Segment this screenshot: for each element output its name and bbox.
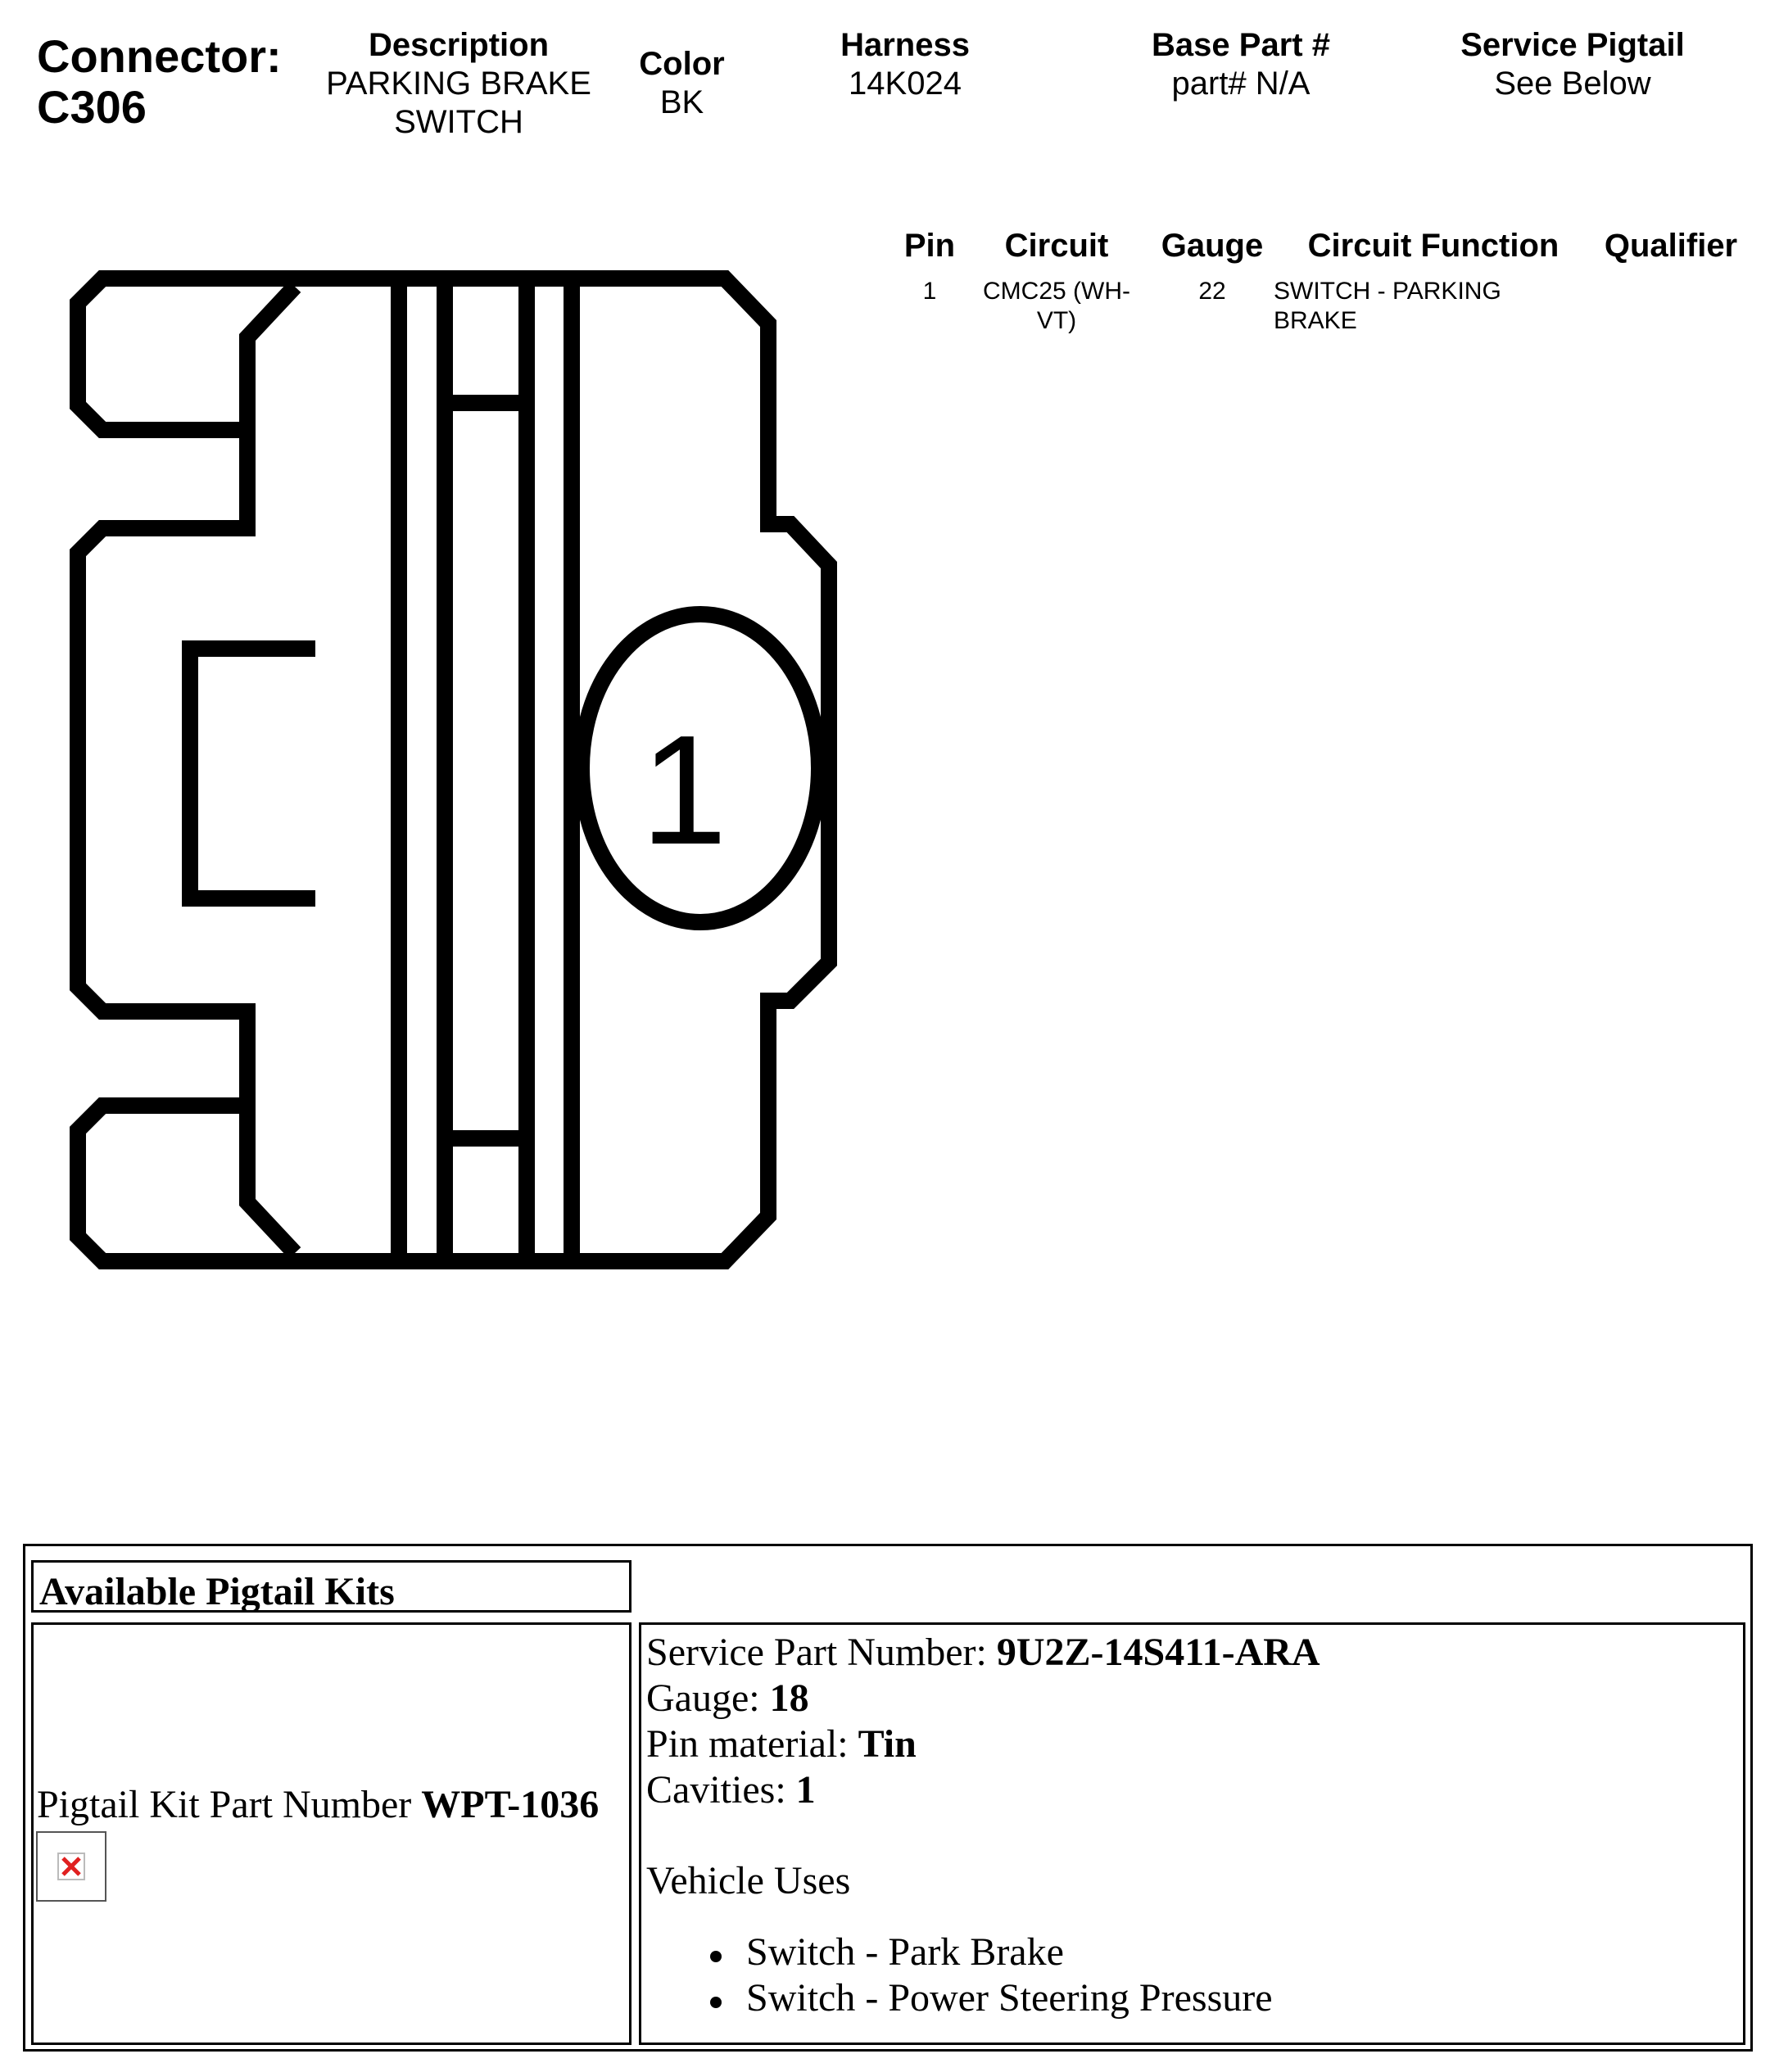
base-part-column: [1114, 26, 1368, 103]
pin-cell: 1: [922, 278, 937, 305]
pin-1-label: 1: [641, 703, 727, 877]
gauge-header: Gauge: [1161, 228, 1264, 264]
latch-bracket: [190, 649, 315, 898]
kit-part-cell: [31, 1622, 631, 2045]
color-value: BK: [659, 84, 704, 120]
circuit-line: CMC25 (WH-: [983, 278, 1130, 305]
circuit-function-header: Circuit Function: [1307, 228, 1560, 264]
base-part-value: part# N/A: [1171, 66, 1311, 102]
kit-part-value: WPT-1036: [421, 1783, 600, 1826]
broken-image-icon[interactable]: [36, 1831, 106, 1902]
function-cell: [1274, 277, 1569, 336]
service-part-value: 9U2Z-14S411-ARA: [996, 1631, 1320, 1674]
notch-lower: [247, 1106, 295, 1253]
list-item: Switch - Park Brake: [707, 1929, 1273, 1975]
function-line: SWITCH - PARKING: [1274, 278, 1501, 305]
connector-face-diagram: [0, 246, 868, 1310]
connector-id: C306: [37, 81, 147, 133]
description-column: [307, 26, 610, 142]
pin-header: Pin: [903, 228, 956, 264]
list-item: Switch - Power Steering Pressure: [707, 1975, 1273, 2021]
function-line: BRAKE: [1274, 307, 1357, 334]
description-value: PARKING BRAKE SWITCH: [326, 66, 591, 140]
pin-material-label: Pin material:: [646, 1722, 858, 1766]
base-part-label: Base Part #: [1152, 27, 1330, 63]
service-pigtail-column: [1425, 26, 1720, 103]
kit-details-cell: [639, 1622, 1745, 2045]
gauge-line: [646, 1676, 809, 1721]
vehicle-uses-label: Vehicle Uses: [646, 1859, 851, 1902]
qualifier-header: Qualifier: [1604, 228, 1738, 264]
gauge-cell: 22: [1198, 278, 1226, 305]
circuit-line: VT): [1036, 307, 1077, 334]
connector-title: [37, 31, 282, 133]
vehicle-uses-list: [707, 1929, 1273, 2021]
circuit-header: Circuit: [1004, 228, 1109, 264]
cavities-label: Cavities:: [646, 1768, 796, 1812]
service-part-line: [646, 1630, 1320, 1675]
cavities-value: 1: [795, 1768, 816, 1812]
color-column: [610, 45, 754, 122]
pin-material-value: Tin: [858, 1722, 917, 1766]
gauge-value: 18: [769, 1676, 809, 1720]
service-part-label: Service Part Number:: [646, 1631, 997, 1674]
connector-label: Connector:: [37, 30, 282, 82]
color-label: Color: [639, 46, 725, 82]
broken-image-glyph: [38, 1833, 105, 1900]
kits-title-cell: [31, 1560, 631, 1613]
service-pigtail-value: See Below: [1494, 66, 1651, 102]
gauge-label: Gauge:: [646, 1676, 770, 1720]
pin-material-line: [646, 1721, 917, 1767]
harness-label: Harness: [840, 27, 970, 63]
kits-title: Available Pigtail Kits: [39, 1570, 395, 1613]
cavities-line: [646, 1767, 816, 1812]
notch-upper: [247, 287, 295, 430]
kit-part-label: Pigtail Kit Part Number: [37, 1783, 422, 1826]
harness-value: 14K024: [849, 66, 962, 102]
kit-part-number: [37, 1782, 599, 1827]
description-label: Description: [368, 27, 550, 63]
pigtail-kits-table: [23, 1544, 1753, 2052]
circuit-cell: [971, 277, 1143, 336]
service-pigtail-label: Service Pigtail: [1460, 27, 1685, 63]
harness-column: [786, 26, 1024, 103]
